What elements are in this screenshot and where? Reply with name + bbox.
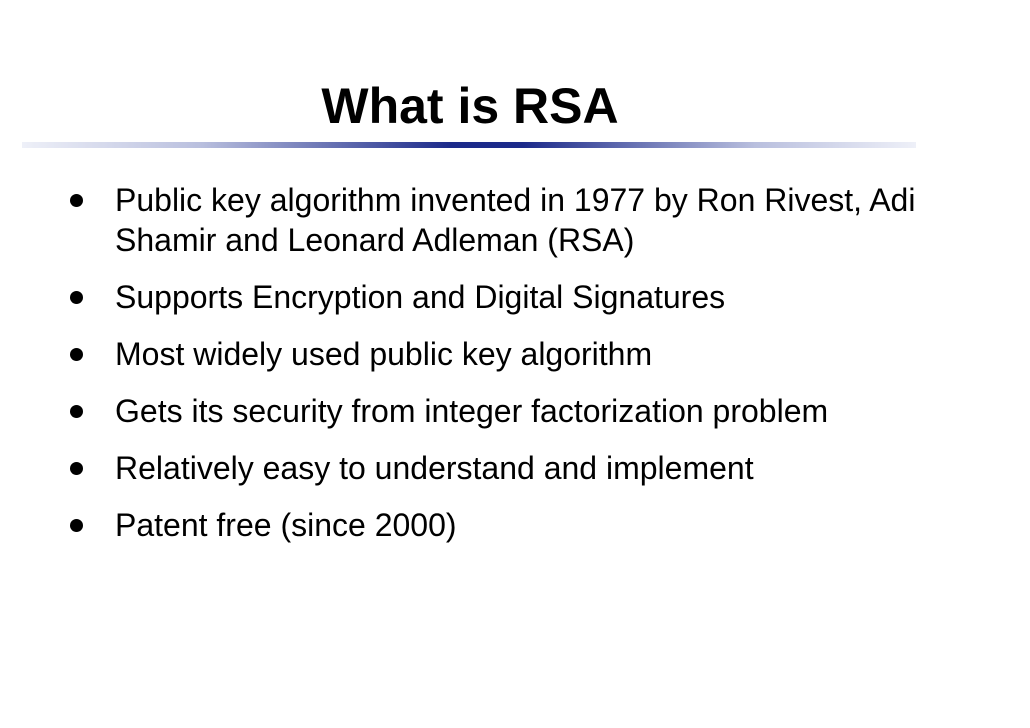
bullet-item (68, 448, 928, 488)
bullet-icon (70, 405, 83, 418)
bullet-icon (70, 519, 83, 532)
bullet-item (68, 277, 928, 317)
bullet-item (68, 505, 928, 545)
slide-title: What is RSA (321, 78, 619, 134)
bullet-text: Public key algorithm invented in 1977 by Ron Rivest, Adi Shamir and Leonard Adleman (RSA) (115, 182, 916, 258)
bullet-text: Supports Encryption and Digital Signatures (115, 279, 726, 315)
bullet-icon (70, 194, 83, 207)
bullet-icon (70, 462, 83, 475)
bullet-item (68, 180, 928, 260)
bullet-text: Relatively easy to understand and implement (115, 450, 754, 486)
title-divider (22, 142, 916, 148)
bullet-item (68, 334, 928, 374)
bullet-text: Gets its security from integer factorization problem (115, 393, 829, 429)
bullet-icon (70, 291, 83, 304)
bullet-text: Most widely used public key algorithm (115, 336, 653, 372)
bullet-list (68, 180, 928, 562)
bullet-text: Patent free (since 2000) (115, 507, 457, 543)
bullet-icon (70, 348, 83, 361)
bullet-item (68, 391, 928, 431)
